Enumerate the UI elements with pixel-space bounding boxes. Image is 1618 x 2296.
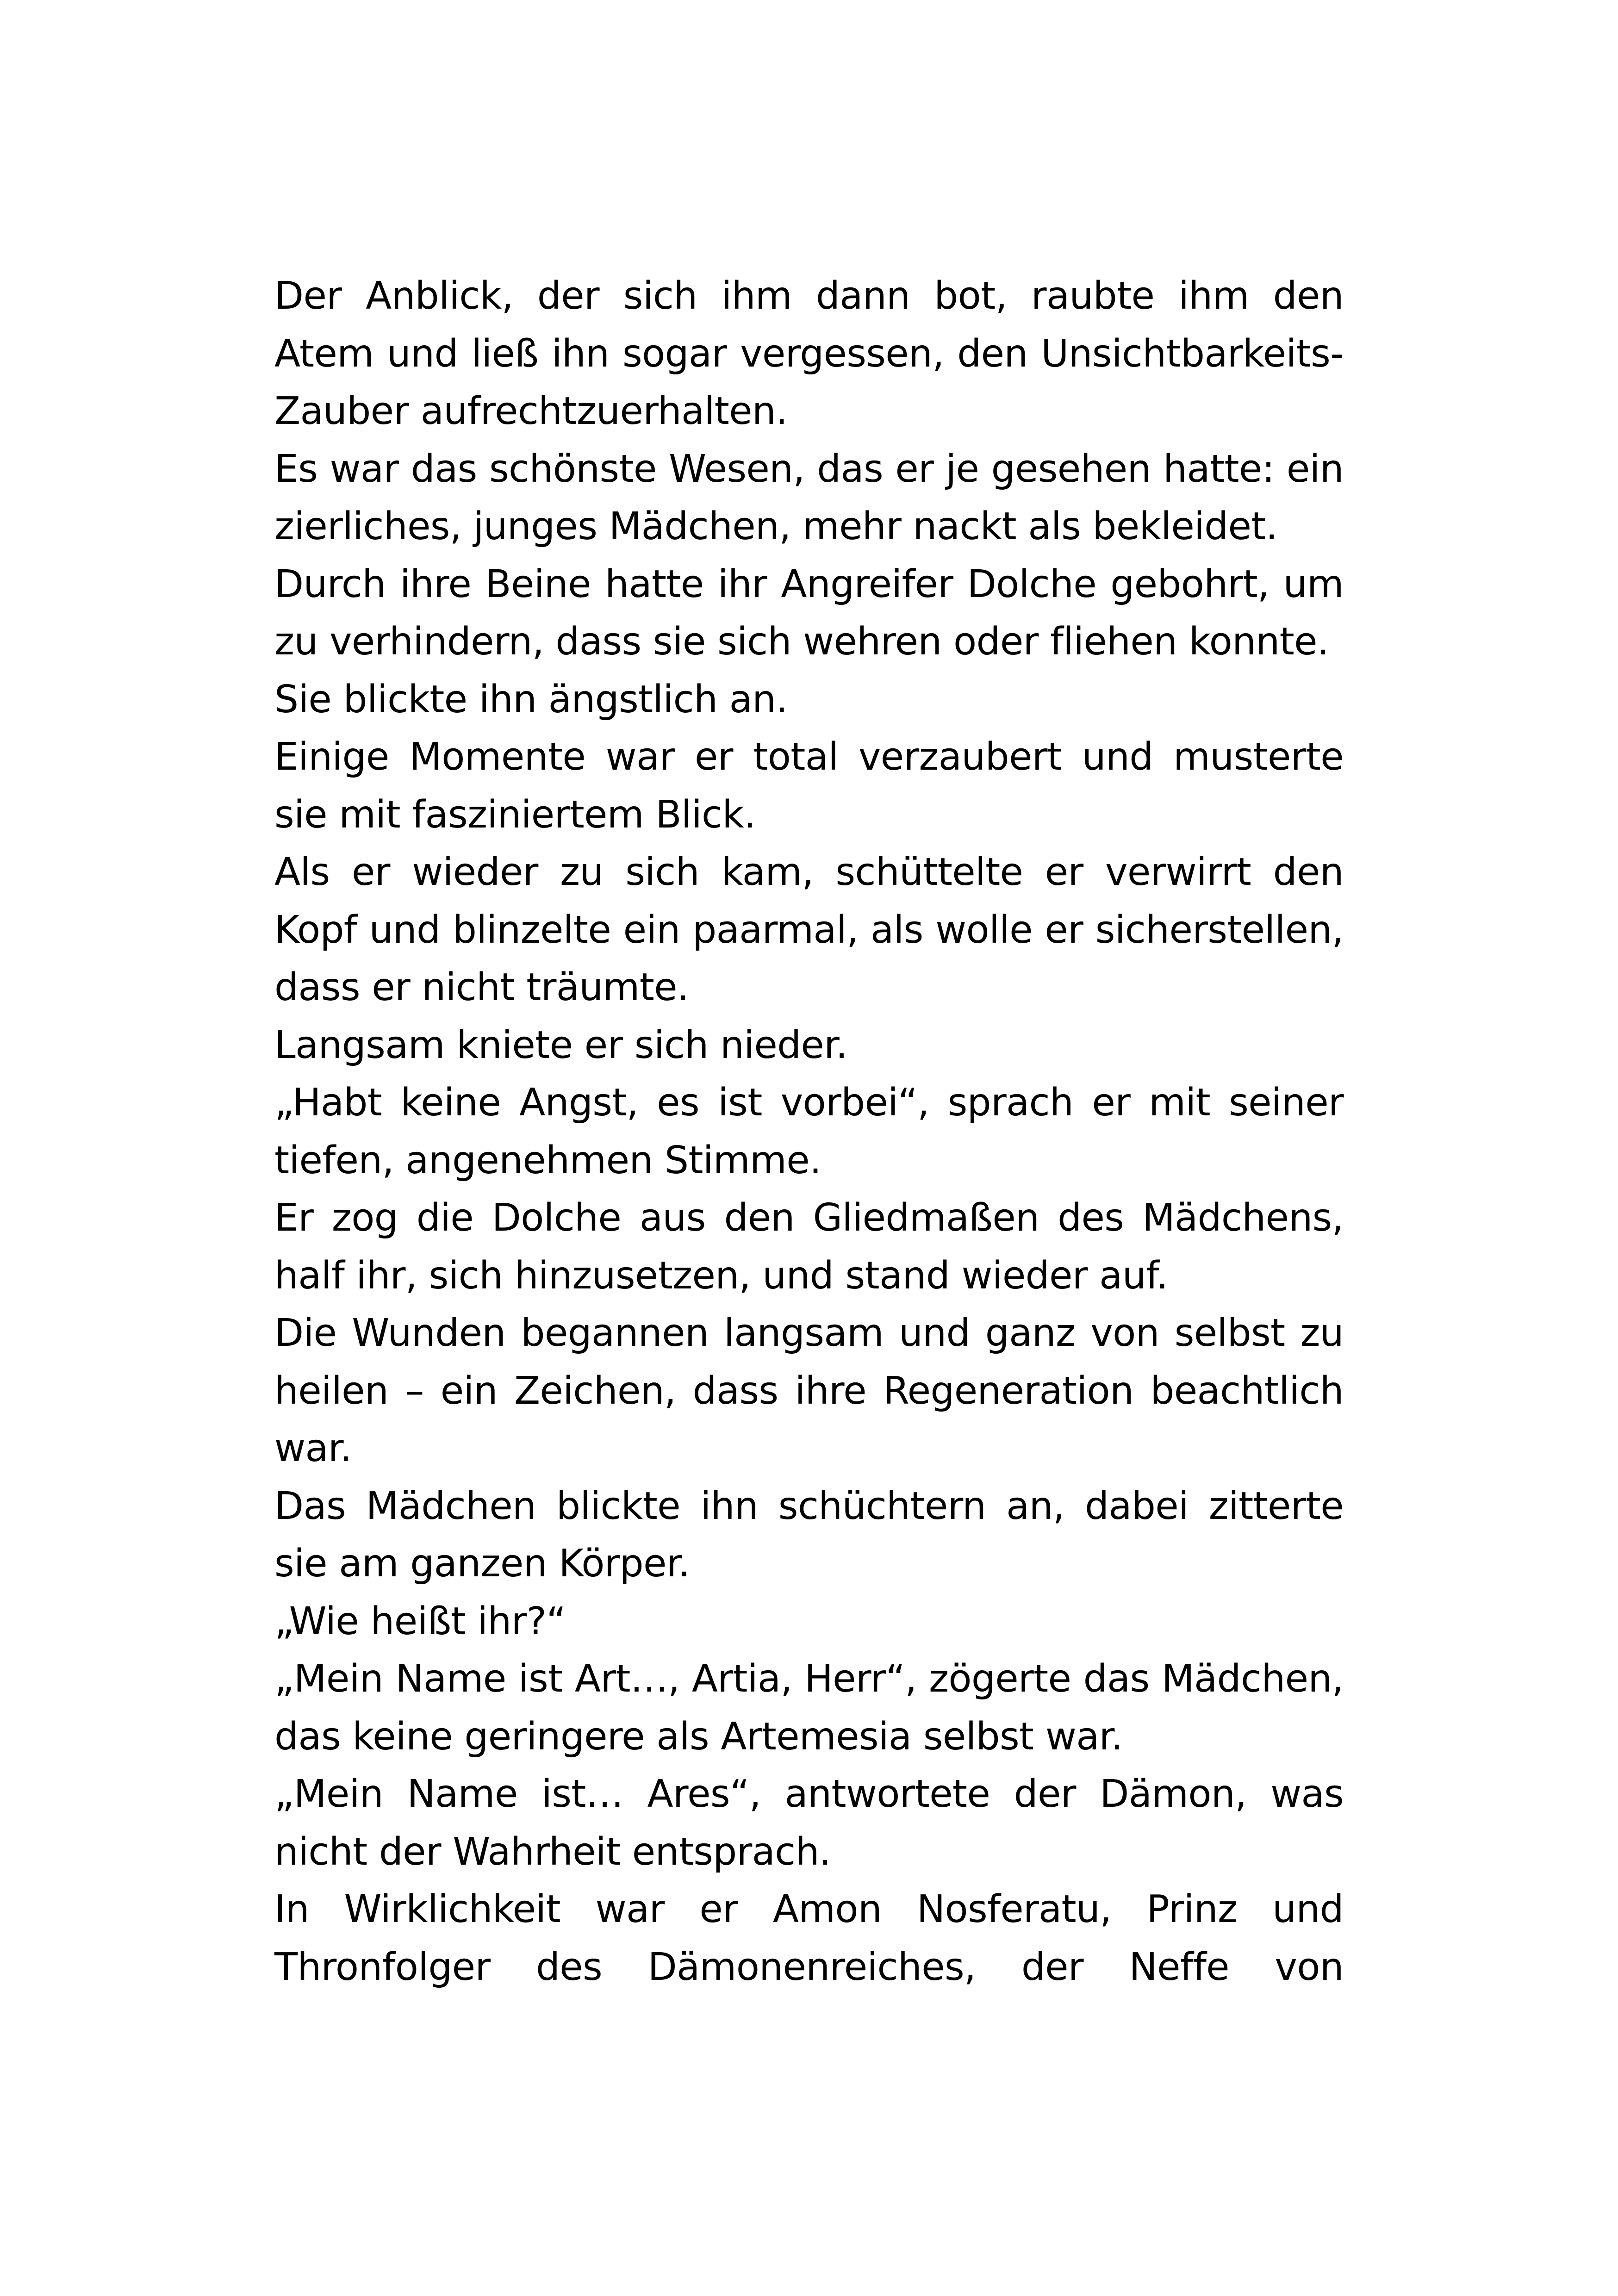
paragraph: Es war das schönste Wesen, das er je gesehen hatte: ein zierliches, junges Mädchen, mehr nackt als bekleidet. <box>274 447 1344 548</box>
paragraph: Er zog die Dolche aus den Gliedmaßen des Mädchens, half ihr, sich hinzusetzen, und stand wieder auf. <box>274 1196 1344 1298</box>
paragraph: Langsam kniete er sich nieder. <box>274 1023 848 1067</box>
paragraph: Durch ihre Beine hatte ihr Angreifer Dolche gebohrt, um zu verhindern, dass sie sich wehren oder fliehen konnte. <box>274 562 1344 664</box>
paragraph: „Mein Name ist Art…, Artia, Herr“, zögerte das Mädchen, das keine geringere als Artemesia selbst war. <box>274 1657 1344 1759</box>
paragraph: Die Wunden begannen langsam und ganz von selbst zu heilen – ein Zeichen, dass ihre Regeneration beachtlich war. <box>274 1311 1344 1470</box>
paragraph: Einige Momente war er total verzaubert und musterte sie mit fasziniertem Blick. <box>274 735 1344 837</box>
paragraph: Das Mädchen blickte ihn schüchtern an, dabei zitterte sie am ganzen Körper. <box>274 1484 1344 1586</box>
paragraph: „Habt keine Angst, es ist vorbei“, sprach er mit seiner tiefen, angenehmen Stimme. <box>274 1081 1344 1182</box>
paragraph: „Wie heißt ihr?“ <box>274 1599 566 1643</box>
paragraph: Der Anblick, der sich ihm dann bot, raubte ihm den Atem und ließ ihn sogar vergessen, den Unsichtbarkeits-Zauber aufrechtzuerhalten. <box>274 274 1344 433</box>
paragraph: Als er wieder zu sich kam, schüttelte er verwirrt den Kopf und blinzelte ein paarmal, als wolle er sicherstellen, dass er nicht träumte. <box>274 850 1344 1009</box>
paragraph: Sie blickte ihn ängstlich an. <box>274 677 788 722</box>
paragraph-last: In Wirklichkeit war er Amon Nosferatu, Prinz und Thronfolger des Dämonenreiches, der Neffe von <box>274 1887 1344 1989</box>
body-text <box>274 268 1344 1996</box>
paragraph: „Mein Name ist… Ares“, antwortete der Dämon, was nicht der Wahrheit entsprach. <box>274 1772 1344 1874</box>
